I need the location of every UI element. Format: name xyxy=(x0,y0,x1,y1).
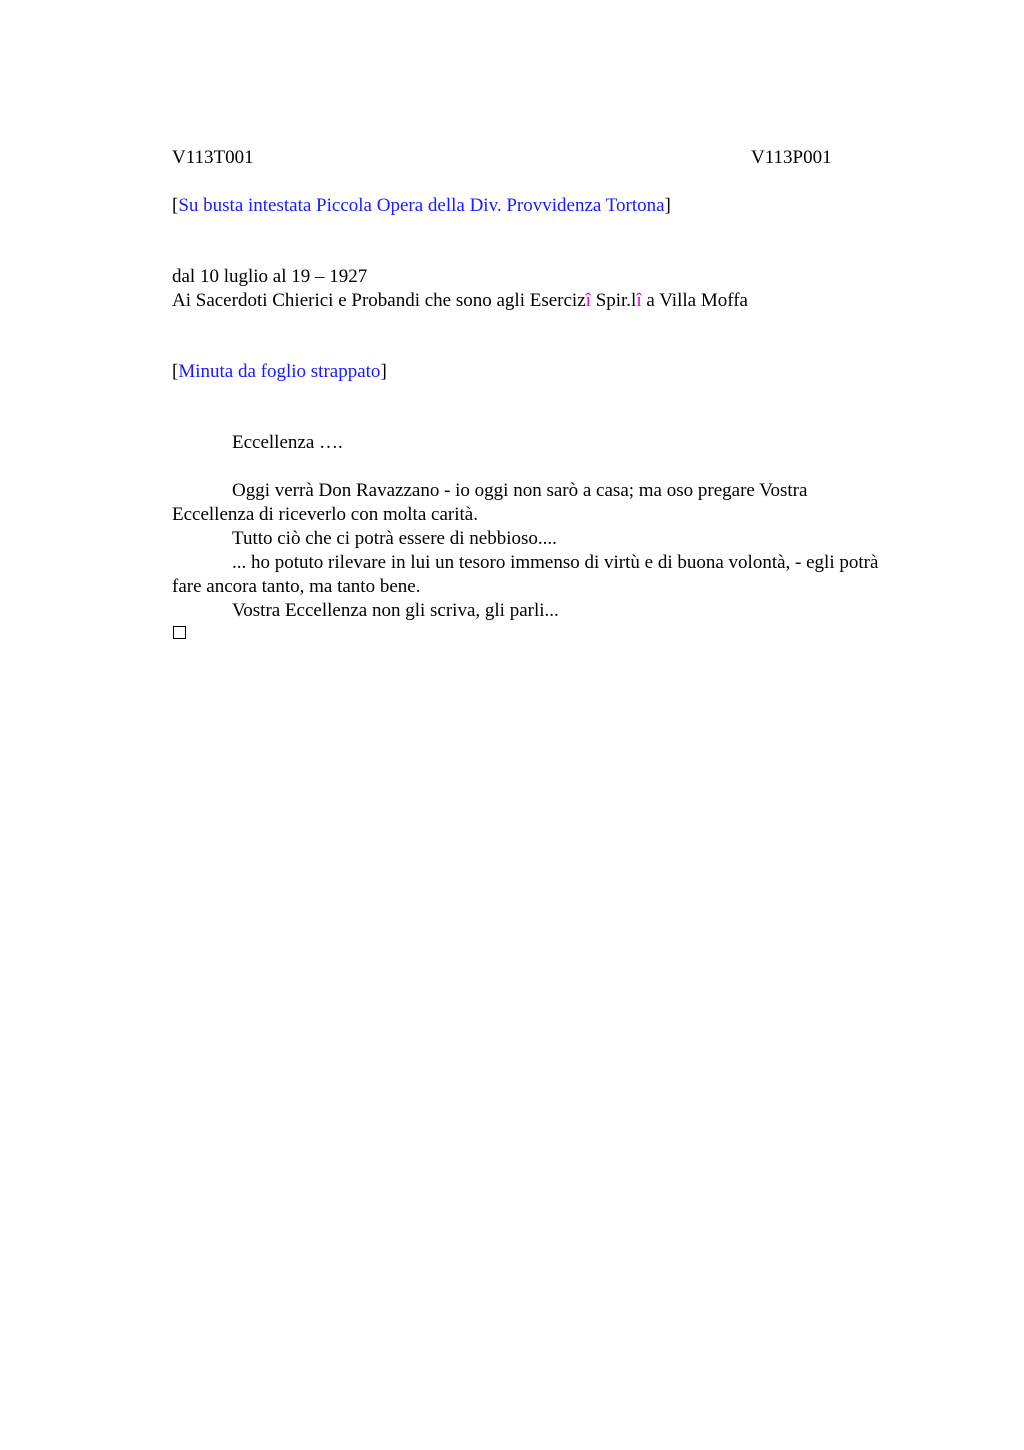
diacritic-mark: î xyxy=(585,290,591,311)
paragraph: ... ho potuto rilevare in lui un tesoro immenso di virtù e di buona volontà, - egli potrà fare ancora tanto, ma tanto bene. xyxy=(172,552,879,597)
salutation: Eccellenza …. xyxy=(232,432,343,453)
bracket-open: [ xyxy=(172,361,179,382)
bracket-close: ] xyxy=(664,195,671,216)
editorial-note-draft xyxy=(172,360,387,384)
recipients-line xyxy=(172,289,748,313)
empty-square-icon xyxy=(173,626,186,639)
paragraph: Vostra Eccellenza non gli scriva, gli parli... xyxy=(232,600,559,621)
document-reference-right: V113P001 xyxy=(751,147,832,168)
document-reference-left: V113T001 xyxy=(172,147,254,168)
paragraph: Oggi verrà Don Ravazzano - io oggi non sarò a casa; ma oso pregare Vostra Eccellenza di riceverlo con molta carità. xyxy=(172,480,808,525)
bracket-close: ] xyxy=(380,361,387,382)
editorial-note-envelope xyxy=(172,194,671,218)
bracket-open: [ xyxy=(172,195,179,216)
letter-body xyxy=(172,479,892,623)
recipients-text-part1: Ai Sacerdoti Chierici e Probandi che sono agli Eserciz xyxy=(172,290,586,311)
date-line: dal 10 luglio al 19 – 1927 xyxy=(172,266,368,287)
paragraph: Tutto ciò che ci potrà essere di nebbioso.... xyxy=(232,528,557,549)
diacritic-mark: î xyxy=(636,290,642,311)
editorial-note-text: Su busta intestata Piccola Opera della Div. Provvidenza Tortona xyxy=(178,195,665,216)
recipients-text-part2: Spir.l xyxy=(590,290,637,311)
editorial-note-text: Minuta da foglio strappato xyxy=(178,361,381,382)
recipients-text-part3: a Villa Moffa xyxy=(641,290,748,311)
